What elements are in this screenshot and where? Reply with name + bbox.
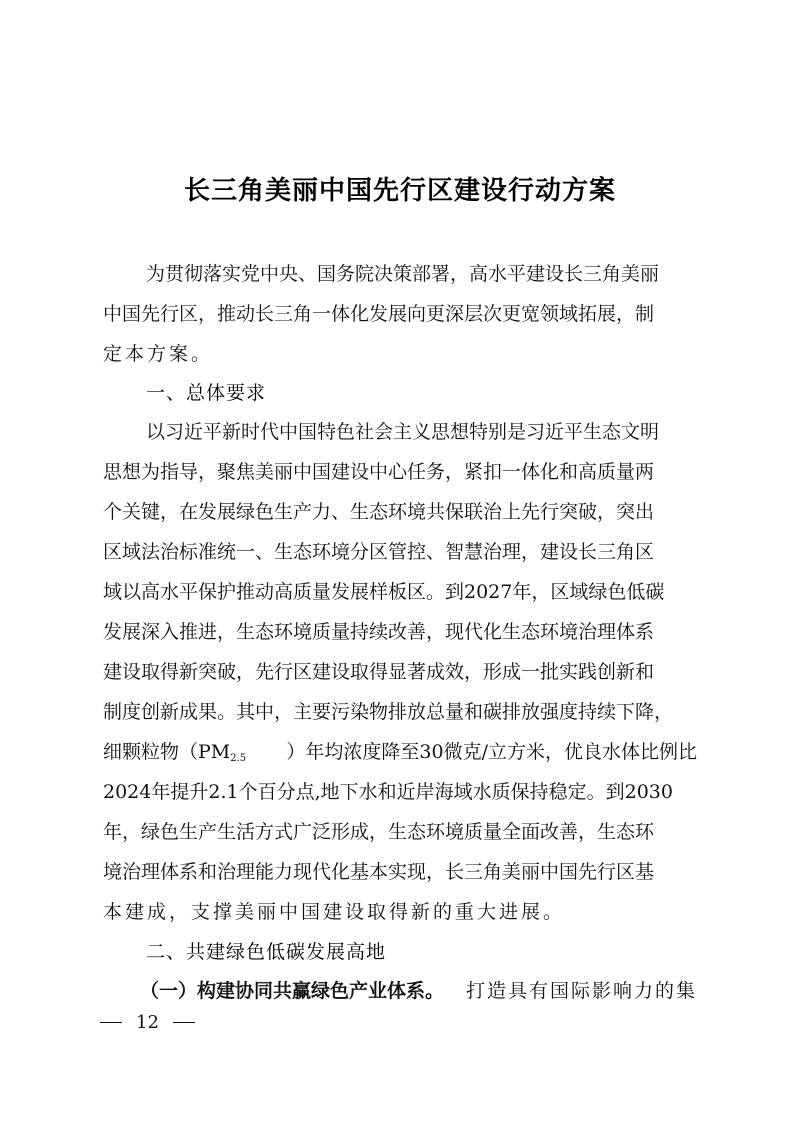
document-title: 长三角美丽中国先行区建设行动方案 [183,176,616,206]
paragraph-line: 区域法治标准统一、生态环境分区管控、智慧治理，建设长三角区 [103,540,655,563]
pm25-line [103,736,697,764]
dash-right [173,1022,195,1023]
pm25-line-start: 细颗粒物（$PM_{2.5}$ [103,740,247,764]
pm25-line-end: ）年均浓度降至30微克/立方米，优良水体比例比 [286,740,697,763]
paragraph-line: 年，绿色生产生活方式广泛形成，生态环境质量全面改善，生态环 [103,820,655,843]
pm25-subscript: 2.5 [230,752,247,764]
subsection-heading: （一）构建协同共赢绿色产业体系。 [140,979,445,1002]
intro-line-3: 定本方案。 [103,342,214,365]
paragraph-line: 本建成，支撑美丽中国建设取得新的重大进展。 [103,900,566,923]
subsection-text: 打造具有国际影响力的集 [465,979,697,1002]
page-number [100,1010,195,1034]
paragraph-line: 境治理体系和治理能力现代化基本实现，长三角美丽中国先行区基 [103,860,655,883]
paragraph-line: 个关键，在发展绿色生产力、生态环境共保联治上先行突破，突出 [103,500,655,523]
paragraph-line: 制度创新成果。其中，主要污染物排放总量和碳排放强度持续下降， [103,700,674,723]
section-heading-2: 二、共建绿色低碳发展高地 [146,940,387,963]
intro-line-1: 为贯彻落实党中央、国务院决策部署，高水平建设长三角美丽 [146,262,660,285]
intro-line-2: 中国先行区，推动长三角一体化发展向更深层次更宽领域拓展，制 [103,302,655,325]
subsection-line [140,975,697,1003]
paragraph-line: 发展深入推进，生态环境质量持续改善，现代化生态环境治理体系 [103,620,655,643]
paragraph-line: 建设取得新突破，先行区建设取得显著成效，形成一批实践创新和 [103,660,655,683]
paragraph-line: 2024年提升2.1个百分点,地下水和近岸海域水质保持稳定。到2030 [103,780,673,803]
paragraph-line: 域以高水平保护推动高质量发展样板区。到2027年，区域绿色低碳 [103,580,665,603]
dash-left [100,1022,122,1023]
section-heading-1: 一、总体要求 [146,381,267,404]
page-number-value: 12 [136,1011,159,1033]
paragraph-line: 思想为指导，聚焦美丽中国建设中心任务，紧扣一体化和高质量两 [103,460,655,483]
paragraph-line: 以习近平新时代中国特色社会主义思想特别是习近平生态文明 [146,420,660,443]
